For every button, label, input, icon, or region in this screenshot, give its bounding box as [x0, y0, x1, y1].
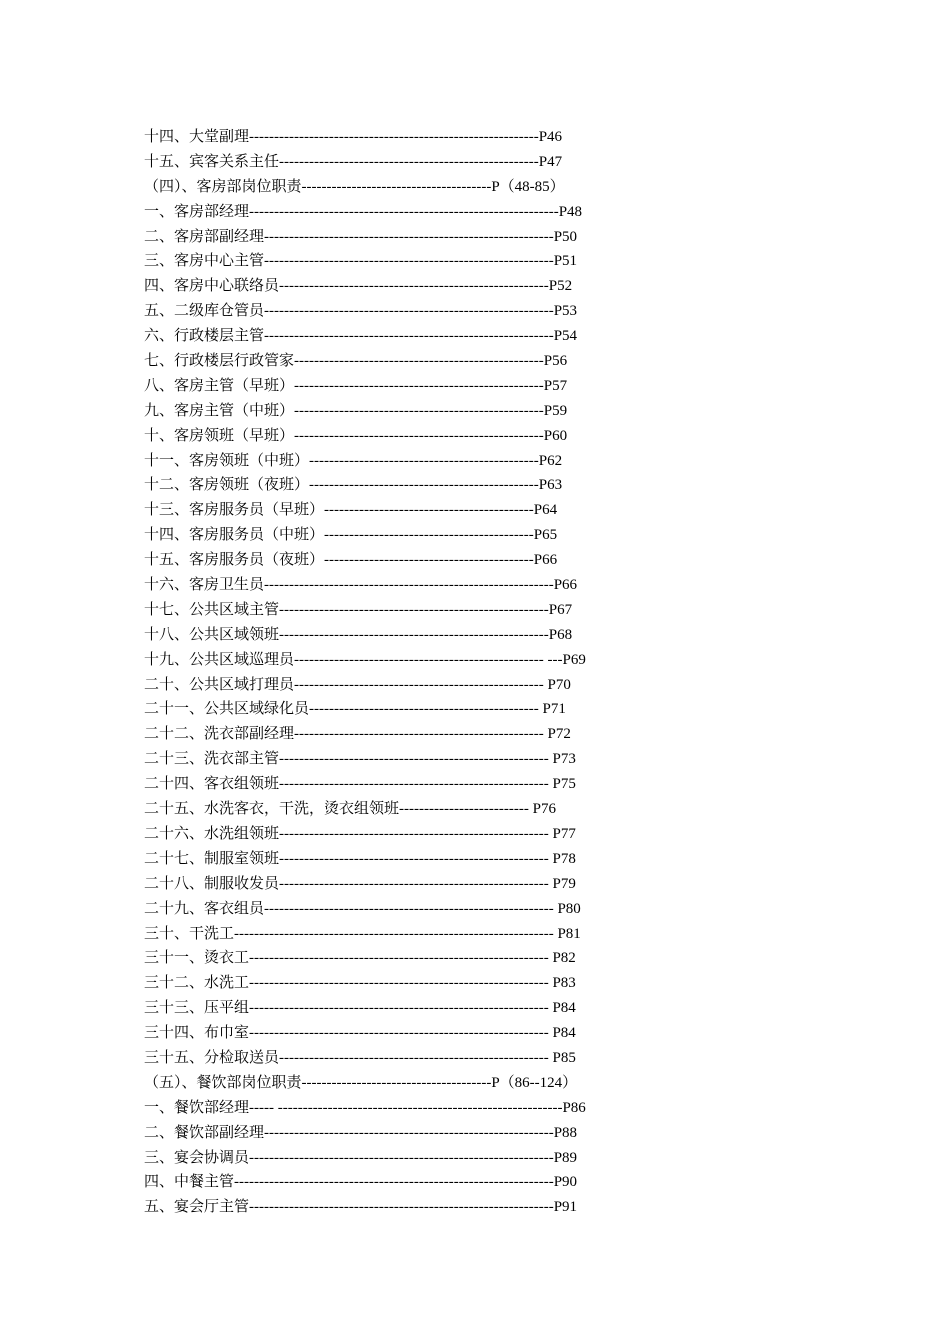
toc-entry: [144, 822, 784, 847]
toc-entry-text: 五、二级库仓管员----------------------------------------------------------P53: [144, 303, 578, 320]
toc-entry: [144, 548, 784, 573]
toc-entry-text: 三十二、水洗工------------------------------------------------------------ P83: [144, 975, 576, 992]
toc-entry: [144, 424, 784, 449]
toc-entry-text: 一、餐饮部经理----- ---------------------------------------------------------P86: [144, 1099, 586, 1116]
toc-entry: [144, 872, 784, 897]
toc-entry: [144, 150, 784, 175]
toc-entry: [144, 623, 784, 648]
toc-entry: [144, 573, 784, 598]
toc-entry: [144, 697, 784, 722]
toc-entry-text: 三十三、压平组------------------------------------------------------------ P84: [144, 1000, 576, 1017]
toc-entry-text: 三十五、分检取送员------------------------------------------------------ P85: [144, 1049, 576, 1066]
toc-entry-text: （五）、餐饮部岗位职责--------------------------------------P（86--124）: [144, 1074, 578, 1091]
toc-entry-text: 二十一、公共区域绿化员---------------------------------------------- P71: [144, 701, 566, 718]
toc-entry-text: 八、客房主管（早班）--------------------------------------------------P57: [144, 377, 568, 394]
toc-entry-text: 五、宴会厅主管-------------------------------------------------------------P91: [144, 1199, 578, 1216]
toc-entry: [144, 399, 784, 424]
toc-entry-text: 十五、客房服务员（夜班）------------------------------------------P66: [144, 552, 558, 569]
toc-entry-text: 二十二、洗衣部副经理-------------------------------------------------- P72: [144, 726, 571, 743]
toc-entry-text: 二十三、洗衣部主管------------------------------------------------------ P73: [144, 751, 576, 768]
toc-entry-text: 二十七、制服室领班------------------------------------------------------ P78: [144, 850, 576, 867]
toc-entry-text: 一、客房部经理--------------------------------------------------------------P48: [144, 203, 583, 220]
toc-entry-text: 二十四、客衣组领班------------------------------------------------------ P75: [144, 776, 576, 793]
toc-entry: [144, 772, 784, 797]
toc-entry-text: 十、客房领班（早班）--------------------------------------------------P60: [144, 427, 568, 444]
toc-entry-text: 三十、干洗工---------------------------------------------------------------- P81: [144, 925, 581, 942]
toc-entry: [144, 274, 784, 299]
toc-entry: [144, 1195, 784, 1220]
toc-entry-text: 三、宴会协调员-------------------------------------------------------------P89: [144, 1149, 578, 1166]
toc-entry: [144, 673, 784, 698]
toc-entry-text: 十八、公共区域领班------------------------------------------------------P68: [144, 626, 573, 643]
toc-entry-text: 二十八、制服收发员------------------------------------------------------ P79: [144, 875, 576, 892]
toc-entry: [144, 1121, 784, 1146]
toc-entry-text: 二、餐饮部副经理----------------------------------------------------------P88: [144, 1124, 578, 1141]
toc-entry-text: 三十一、烫衣工------------------------------------------------------------ P82: [144, 950, 576, 967]
toc-entry: [144, 797, 784, 822]
toc-entry: [144, 722, 784, 747]
toc-entry: [144, 996, 784, 1021]
toc-entry-text: 十四、大堂副理----------------------------------------------------------P46: [144, 129, 563, 145]
toc-entry-text: 十九、公共区域巡理员-------------------------------------------------- ---P69: [144, 651, 586, 668]
toc-entry-text: 二十六、水洗组领班------------------------------------------------------ P77: [144, 825, 576, 842]
toc-entry-text: 十七、公共区域主管------------------------------------------------------P67: [144, 601, 573, 618]
toc-entry: [144, 1170, 784, 1195]
toc-entry: [144, 473, 784, 498]
toc-entry-text: 四、客房中心联络员------------------------------------------------------P52: [144, 278, 573, 295]
toc-entry-text: 十六、客房卫生员----------------------------------------------------------P66: [144, 577, 578, 594]
toc-entry: [144, 946, 784, 971]
toc-entry: [144, 249, 784, 274]
toc-entry: [144, 374, 784, 399]
toc-entry: [144, 971, 784, 996]
toc-entry: [144, 847, 784, 872]
toc-entry-text: 二、客房部副经理----------------------------------------------------------P50: [144, 228, 578, 245]
toc-entry: [144, 299, 784, 324]
toc-entry: [144, 598, 784, 623]
toc-entry-text: 十四、客房服务员（中班）------------------------------------------P65: [144, 527, 558, 544]
toc-entry: [144, 1071, 784, 1096]
toc-entry-text: 十五、宾客关系主任----------------------------------------------------P47: [144, 153, 563, 170]
toc-entry: [144, 922, 784, 947]
toc-entry: [144, 200, 784, 225]
toc-entry: [144, 349, 784, 374]
toc-entry: [144, 1146, 784, 1171]
toc-entry: [144, 1046, 784, 1071]
toc-entry-text: 三十四、布巾室------------------------------------------------------------ P84: [144, 1025, 576, 1042]
toc-entry: [144, 523, 784, 548]
toc-entry-text: 二十五、水洗客衣，干洗，烫衣组领班-------------------------- P76: [144, 801, 556, 818]
toc-entry: [144, 225, 784, 250]
toc-entry-text: 四、中餐主管----------------------------------------------------------------P90: [144, 1174, 578, 1191]
toc-entry: [144, 449, 784, 474]
toc-entry: [144, 1096, 784, 1121]
toc-entry: [144, 125, 784, 150]
toc-entry-text: 六、行政楼层主管----------------------------------------------------------P54: [144, 328, 578, 345]
toc-entry: [144, 897, 784, 922]
toc-entry: [144, 1021, 784, 1046]
toc-entry: [144, 648, 784, 673]
toc-entry-text: 二十、公共区域打理员-------------------------------------------------- P70: [144, 676, 571, 693]
toc-entry: [144, 747, 784, 772]
toc-entry-text: 十二、客房领班（夜班）----------------------------------------------P63: [144, 477, 563, 494]
toc-entry-text: 九、客房主管（中班）--------------------------------------------------P59: [144, 402, 568, 419]
toc-entry: [144, 498, 784, 523]
toc-entry-text: 十一、客房领班（中班）----------------------------------------------P62: [144, 452, 563, 469]
table-of-contents: [144, 125, 784, 1220]
toc-entry-text: （四）、客房部岗位职责--------------------------------------P（48-85）: [144, 178, 565, 195]
toc-entry-text: 二十九、客衣组员---------------------------------------------------------- P80: [144, 900, 581, 917]
toc-entry: [144, 175, 784, 200]
toc-entry-text: 七、行政楼层行政管家--------------------------------------------------P56: [144, 353, 568, 370]
toc-entry-text: 三、客房中心主管----------------------------------------------------------P51: [144, 253, 578, 270]
toc-entry-text: 十三、客房服务员（早班）------------------------------------------P64: [144, 502, 558, 519]
toc-entry: [144, 324, 784, 349]
